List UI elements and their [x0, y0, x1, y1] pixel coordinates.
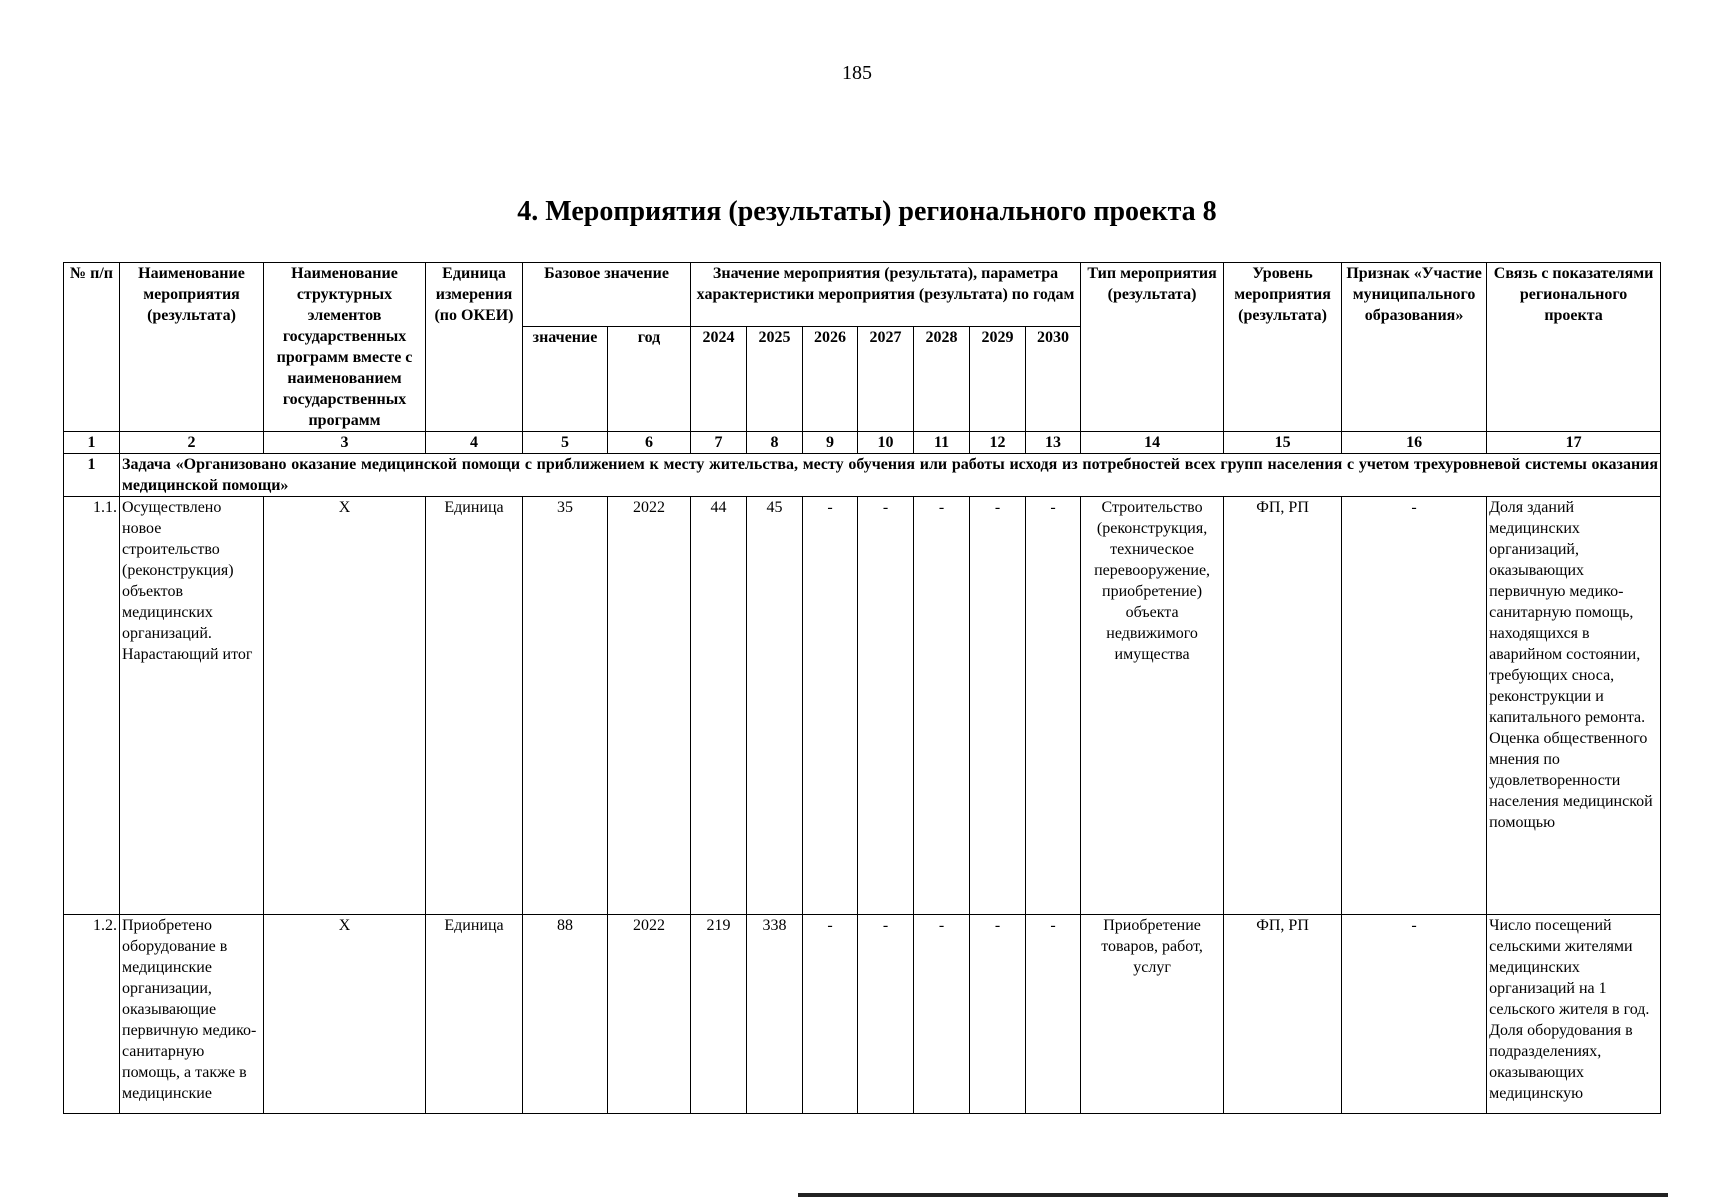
header-name: Наименование мероприятия (результата)	[120, 263, 264, 432]
column-number: 4	[426, 432, 523, 454]
header-year-2026: 2026	[803, 327, 858, 432]
header-year-2030: 2030	[1026, 327, 1081, 432]
column-number: 1	[64, 432, 120, 454]
header-base-year: год	[608, 327, 691, 432]
table-row	[64, 915, 1661, 1114]
header-year-2029: 2029	[970, 327, 1026, 432]
row-link: Число посещений сельскими жителями медицинских организаций на 1 сельского жителя в год. Доля оборудования в подразделениях, оказывающих медицинскую	[1487, 915, 1661, 1114]
column-numbers-row	[64, 432, 1661, 454]
column-number: 13	[1026, 432, 1081, 454]
column-number: 15	[1224, 432, 1342, 454]
row-value-2028: -	[914, 497, 970, 915]
column-number: 2	[120, 432, 264, 454]
header-num: № п/п	[64, 263, 120, 432]
row-type: Приобретение товаров, работ, услуг	[1081, 915, 1224, 1114]
column-number: 8	[747, 432, 803, 454]
row-level: ФП, РП	[1224, 497, 1342, 915]
header-year-2027: 2027	[858, 327, 914, 432]
table-row	[64, 497, 1661, 915]
row-municipal: -	[1342, 915, 1487, 1114]
row-name: Осуществлено новое строительство (реконструкция) объектов медицинских организаций. Нарастающий итог	[120, 497, 264, 915]
header-values-by-year: Значение мероприятия (результата), параметра характеристики мероприятия (результата) по годам	[691, 263, 1081, 327]
column-number: 11	[914, 432, 970, 454]
row-value-2027: -	[858, 915, 914, 1114]
row-value-2029: -	[970, 497, 1026, 915]
row-base-year: 2022	[608, 915, 691, 1114]
footer-rule	[798, 1193, 1668, 1197]
column-number: 7	[691, 432, 747, 454]
row-value-2025: 45	[747, 497, 803, 915]
row-value-2030: -	[1026, 497, 1081, 915]
row-type: Строительство (реконструкция, техническое перевооружение, приобретение) объекта недвижимого имущества	[1081, 497, 1224, 915]
column-number: 10	[858, 432, 914, 454]
row-value-2026: -	[803, 497, 858, 915]
row-value-2030: -	[1026, 915, 1081, 1114]
section-title: 4. Мероприятия (результаты) регионального проекта 8	[517, 196, 1217, 227]
row-value-2029: -	[970, 915, 1026, 1114]
row-municipal: -	[1342, 497, 1487, 915]
row-unit: Единица	[426, 497, 523, 915]
header-municipal: Признак «Участие муниципального образования»	[1342, 263, 1487, 432]
row-value-2024: 44	[691, 497, 747, 915]
row-num: 1.2.	[64, 915, 120, 1114]
task-num: 1	[64, 454, 120, 497]
column-number: 12	[970, 432, 1026, 454]
row-structural: X	[264, 497, 426, 915]
page-number: 185	[842, 62, 872, 84]
row-unit: Единица	[426, 915, 523, 1114]
header-unit: Единица измерения (по ОКЕИ)	[426, 263, 523, 432]
header-type: Тип мероприятия (результата)	[1081, 263, 1224, 432]
header-structural: Наименование структурных элементов государственных программ вместе с наименованием государственных программ	[264, 263, 426, 432]
row-value-2028: -	[914, 915, 970, 1114]
header-year-2024: 2024	[691, 327, 747, 432]
row-value-2024: 219	[691, 915, 747, 1114]
column-number: 3	[264, 432, 426, 454]
task-text: Задача «Организовано оказание медицинской помощи с приближением к месту жительства, месту обучения или работы исходя из потребностей всех групп населения с учетом трехуровневой системы оказания медицинской помощи»	[120, 454, 1661, 497]
column-number: 9	[803, 432, 858, 454]
column-number: 6	[608, 432, 691, 454]
header-base-value: значение	[523, 327, 608, 432]
row-link: Доля зданий медицинских организаций, оказывающих первичную медико-санитарную помощь, находящихся в аварийном состоянии, требующих сноса, реконструкции и капитального ремонта. Оценка общественного мнения по удовлетворенности населения медицинской помощью	[1487, 497, 1661, 915]
header-level: Уровень мероприятия (результата)	[1224, 263, 1342, 432]
row-base-value: 35	[523, 497, 608, 915]
activities-table	[63, 262, 1661, 1114]
header-base: Базовое значение	[523, 263, 691, 327]
row-level: ФП, РП	[1224, 915, 1342, 1114]
row-base-value: 88	[523, 915, 608, 1114]
header-row-1	[64, 263, 1661, 327]
task-row	[64, 454, 1661, 497]
column-number: 5	[523, 432, 608, 454]
row-value-2026: -	[803, 915, 858, 1114]
header-year-2028: 2028	[914, 327, 970, 432]
column-number: 14	[1081, 432, 1224, 454]
row-structural: X	[264, 915, 426, 1114]
column-number: 16	[1342, 432, 1487, 454]
column-number: 17	[1487, 432, 1661, 454]
row-base-year: 2022	[608, 497, 691, 915]
row-value-2025: 338	[747, 915, 803, 1114]
row-num: 1.1.	[64, 497, 120, 915]
row-name: Приобретено оборудование в медицинские организации, оказывающие первичную медико-санитарную помощь, а также в медицинские	[120, 915, 264, 1114]
row-value-2027: -	[858, 497, 914, 915]
header-year-2025: 2025	[747, 327, 803, 432]
header-link: Связь с показателями регионального проекта	[1487, 263, 1661, 432]
